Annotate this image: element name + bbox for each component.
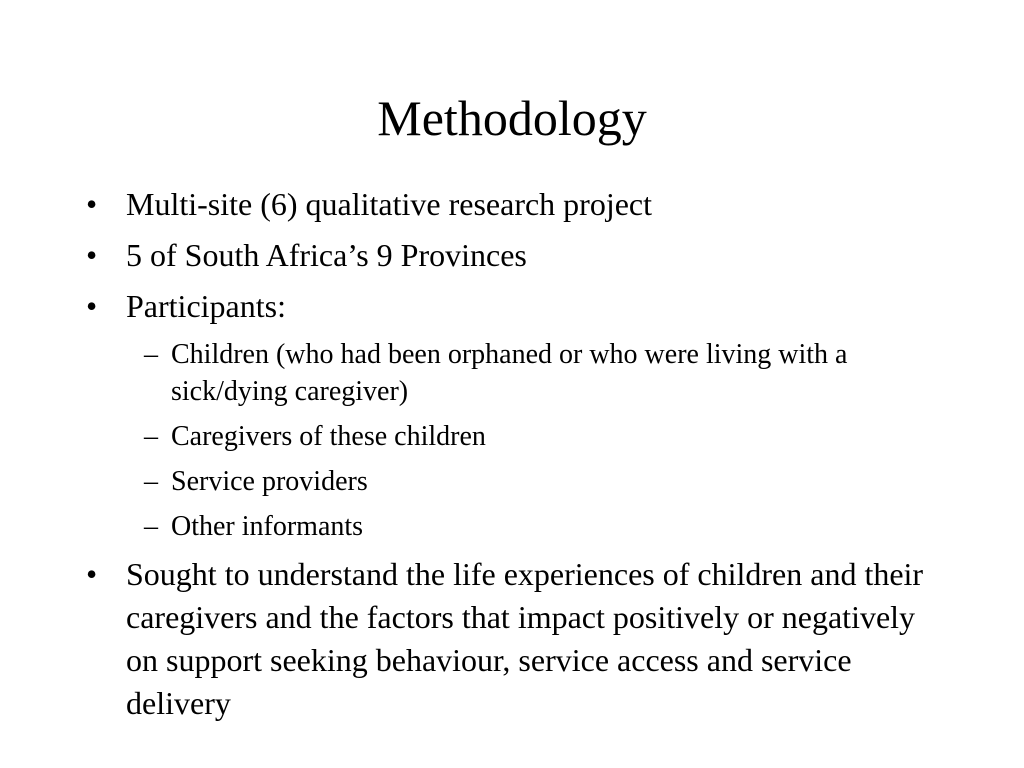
- bullet-item: [0, 234, 936, 277]
- slide-body: [0, 183, 1024, 733]
- bullet-marker: •: [86, 186, 98, 222]
- dash-marker: –: [144, 421, 158, 452]
- bullet-marker: •: [86, 556, 98, 592]
- sub-bullet-item: [126, 418, 921, 455]
- bullet-marker: •: [86, 237, 98, 273]
- bullet-item: [0, 553, 946, 725]
- sub-bullet-text: Caregivers of these children: [171, 421, 486, 452]
- sub-bullet-text: Children (who had been orphaned or who were living with a sick/dying caregiver): [171, 339, 848, 407]
- bullet-text: 5 of South Africa’s 9 Provinces: [126, 237, 527, 273]
- sub-bullet-text: Service providers: [171, 466, 368, 497]
- dash-marker: –: [144, 511, 158, 542]
- sub-bullet-item: [126, 508, 921, 545]
- bullet-item: [0, 183, 936, 226]
- sub-bullet-text: Other informants: [171, 511, 364, 542]
- bullet-text: Sought to understand the life experiences of children and their caregivers and the factors that impact positively or negatively on support seeking behaviour, service access and service delivery: [126, 556, 924, 721]
- dash-marker: –: [144, 466, 158, 497]
- bullet-marker: •: [86, 288, 98, 324]
- bullet-text: Multi-site (6) qualitative research project: [126, 186, 653, 222]
- bullet-text: Participants:: [126, 288, 286, 324]
- bullet-item: [0, 285, 936, 545]
- sub-bullet-list: [126, 336, 936, 545]
- sub-bullet-item: [126, 463, 921, 500]
- dash-marker: –: [144, 339, 158, 370]
- sub-bullet-item: [126, 336, 921, 410]
- slide-title: Methodology: [377, 90, 647, 146]
- bullet-list: [0, 183, 1024, 725]
